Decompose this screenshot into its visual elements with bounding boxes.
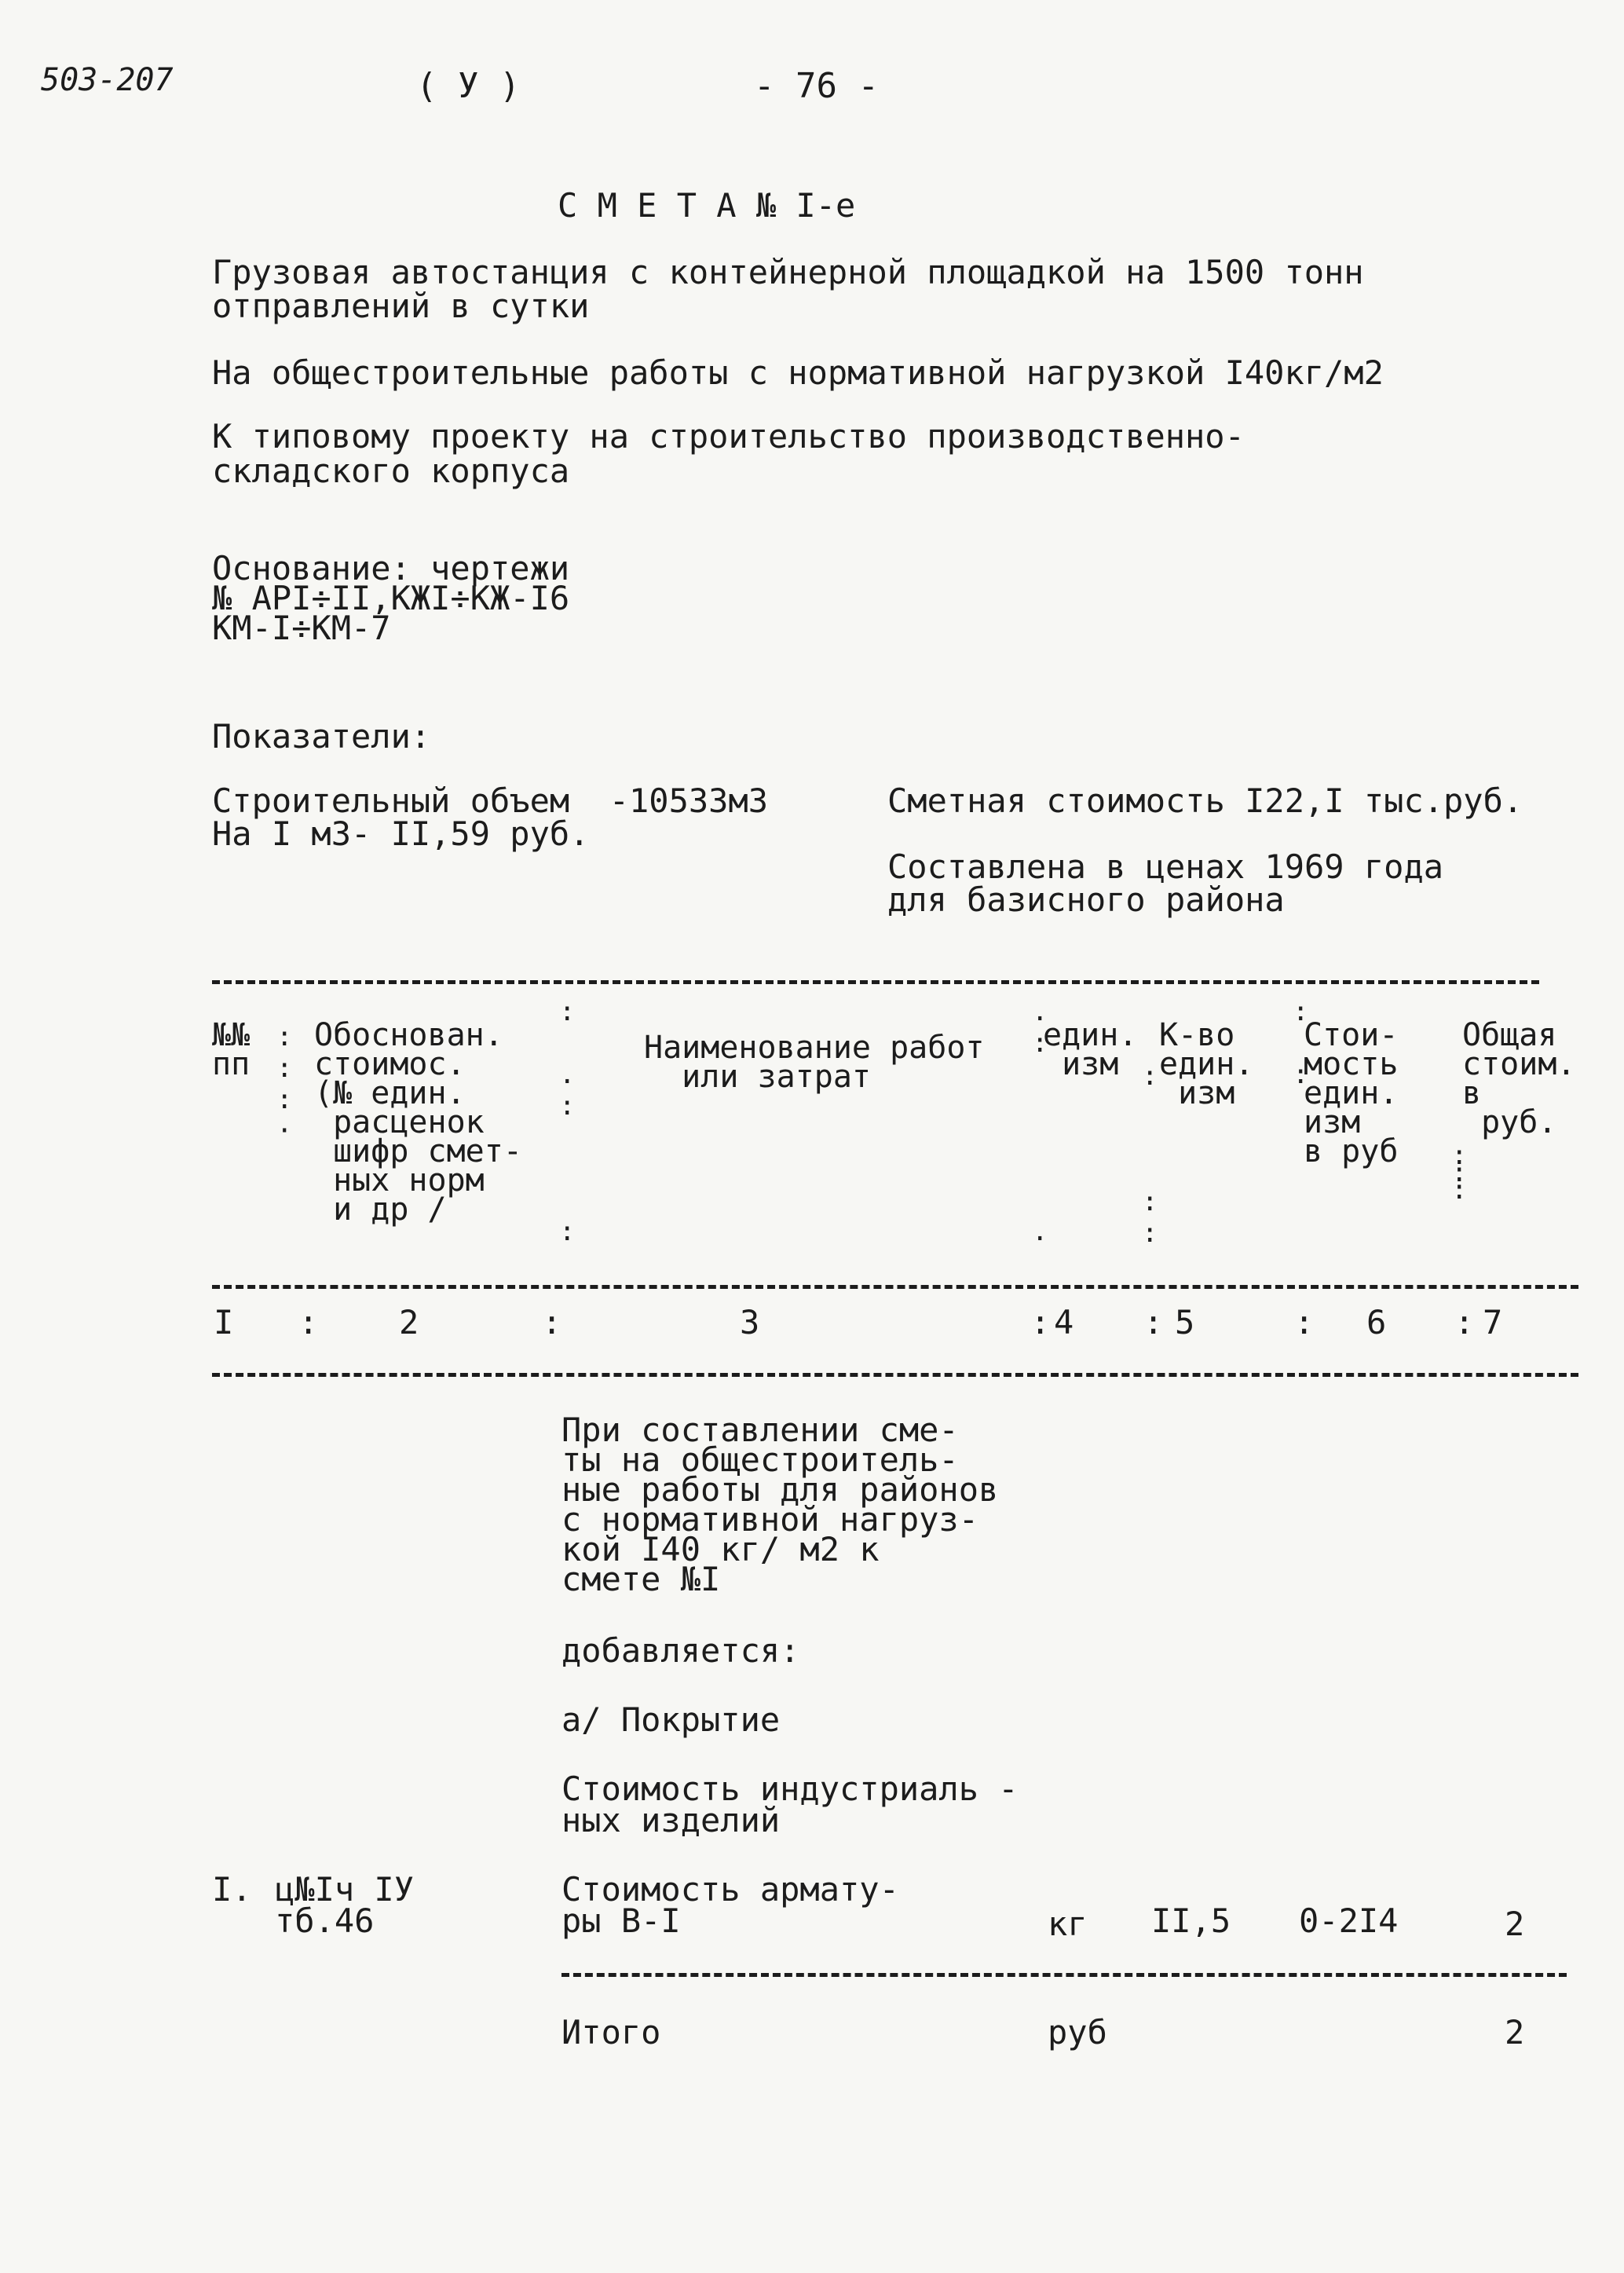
row-unit: кг [1048, 1905, 1088, 1943]
row-total: 2 [1505, 1905, 1525, 1943]
cost-per-unit: На I м3- II,59 руб. [212, 814, 590, 853]
construction-volume: Строительный объем -10533м3 [212, 781, 769, 820]
row-number: I. [212, 1870, 252, 1909]
note-added: добавляется: [561, 1631, 800, 1670]
header-col-name: Наименование работ или затрат [644, 1030, 985, 1095]
intro-line-5: складского корпуса [212, 452, 570, 490]
column-number-6: 6 [1366, 1303, 1387, 1341]
page-title: С М Е Т А № I-е [558, 186, 856, 225]
column-separator: : [1030, 1303, 1051, 1341]
note-line-4: с нормативной нагруз- [561, 1500, 979, 1539]
column-separator: : [542, 1303, 562, 1341]
note-line-1: При составлении сме- [561, 1411, 959, 1449]
column-separator: : : [1293, 996, 1309, 1090]
prices-line-1: Составлена в ценах 1969 года [887, 847, 1444, 886]
row-basis-line-1: ц№Iч IУ [275, 1870, 415, 1909]
basis-line-3: КМ-I÷КМ-7 [212, 609, 391, 647]
page-number: - 76 - [754, 66, 879, 106]
column-separator: : : : [1451, 1140, 1468, 1206]
column-number-2: 2 [399, 1303, 419, 1341]
note-line-5: кой I40 кг/ м2 к [561, 1530, 880, 1568]
document-code: 503-207 [41, 62, 174, 98]
basis-line-2: № API÷II,КЖI÷КЖ-I6 [212, 579, 570, 617]
header-col-total: Общая стоим. в руб. [1462, 1017, 1576, 1140]
intro-line-1: Грузовая автостанция с контейнерной площадкой на 1500 тонн [212, 253, 1364, 291]
header-bottom-border [212, 1285, 1578, 1289]
indicators-heading: Показатели: [212, 717, 431, 756]
column-separator: : [1294, 1303, 1315, 1341]
basis-line-1: Основание: чертежи [212, 549, 570, 587]
header-col-unit-cost: Стои- мость един. изм в руб [1304, 1017, 1399, 1169]
table-top-border [212, 980, 1539, 984]
intro-line-2: отправлений в сутки [212, 287, 590, 325]
estimated-cost: Сметная стоимость I22,I тыс.руб. [887, 781, 1523, 820]
total-unit: руб [1048, 2013, 1107, 2052]
section-mark: ( У ) [416, 66, 521, 106]
column-number-1: I [214, 1303, 234, 1341]
column-separator: : [1454, 1303, 1475, 1341]
header-col-unit: един. изм [1043, 1017, 1138, 1082]
header-col-basis: Обоснован. стоимос. (№ един. расценок шифр смет- ных норм и др / [314, 1017, 522, 1228]
column-separator: : : : · [276, 1021, 293, 1147]
row-unit-cost: 0-2I4 [1299, 1901, 1399, 1940]
column-number-4: 4 [1054, 1303, 1074, 1341]
total-value: 2 [1505, 2013, 1525, 2052]
column-separator: : [1143, 1303, 1164, 1341]
column-number-7: 7 [1483, 1303, 1503, 1341]
note-line-3: ные работы для районов [561, 1470, 999, 1509]
prices-line-2: для базисного района [887, 880, 1285, 919]
column-separator: . : . [1032, 996, 1048, 1247]
note-line-6: смете №I [561, 1560, 721, 1598]
column-numbers-bottom-border [212, 1373, 1578, 1377]
intro-line-3: На общестроительные работы с нормативной нагрузкой I40кг/м2 [212, 353, 1384, 392]
row-basis-line-2: тб.46 [275, 1901, 375, 1940]
note-line-2: ты на общестроитель- [561, 1440, 959, 1479]
row-name-line-2: ры В-I [561, 1901, 681, 1940]
column-separator: : [298, 1303, 319, 1341]
column-number-3: 3 [740, 1303, 760, 1341]
row-quantity: II,5 [1151, 1901, 1231, 1940]
column-separator: : . : : [559, 996, 576, 1247]
total-label: Итого [561, 2013, 661, 2052]
total-top-border [561, 1973, 1567, 1977]
intro-line-4: К типовому проекту на строительство производственно- [212, 417, 1245, 456]
row-name-line-1: Стоимость армату- [561, 1870, 899, 1909]
subsection-coating: а/ Покрытие [561, 1700, 781, 1739]
industrial-line-2: ных изделий [561, 1801, 781, 1839]
industrial-line-1: Стоимость индустриаль - [561, 1770, 1019, 1808]
header-col-number: №№ пп [212, 1017, 251, 1082]
header-col-quantity: К-во един. изм [1159, 1017, 1254, 1111]
column-number-5: 5 [1175, 1303, 1195, 1341]
column-separator: : : : [1142, 1060, 1158, 1249]
